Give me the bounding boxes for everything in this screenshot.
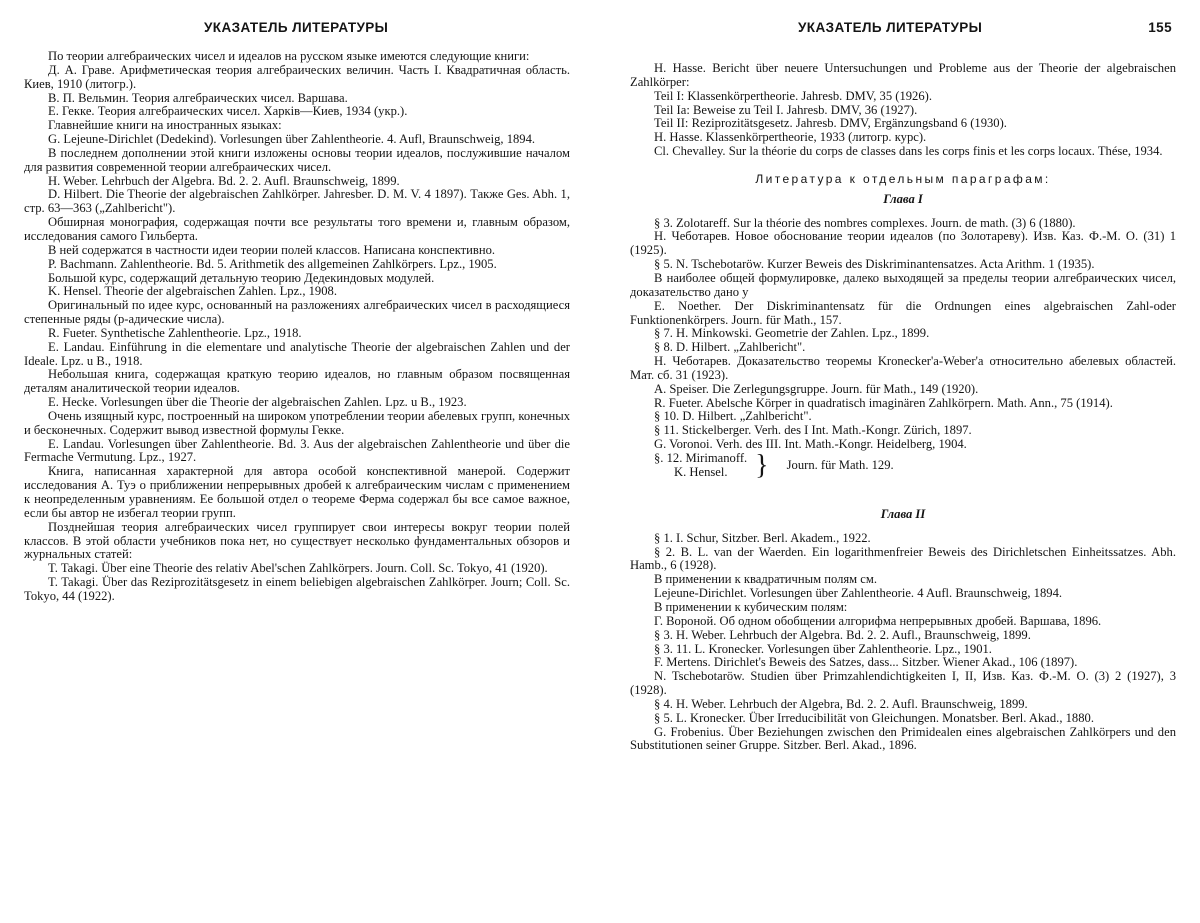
paragraph: В последнем дополнении этой книги изложены основы теории идеалов, послужившие началом для развития современной теории алгебраических чисел. bbox=[24, 145, 570, 174]
running-header bbox=[630, 20, 1176, 40]
paragraph: Большой курс, содержащий детальную теорию Дедекиндовых модулей. bbox=[48, 270, 435, 285]
reference: § 7. H. Minkowski. Geometrie der Zahlen. Lpz., 1899. bbox=[654, 326, 930, 341]
paragraph: По теории алгебраических чисел и идеалов на русском языке имеются следующие книги: bbox=[48, 49, 530, 63]
left-page-text bbox=[24, 50, 570, 604]
grouped-author: §. 12. Mirimanoff. bbox=[654, 451, 748, 466]
reference: A. Speiser. Die Zerlegungsgruppe. Journ. für Math., 149 (1920). bbox=[654, 381, 979, 396]
reference: H. Hasse. Klassenkörpertheorie, 1933 (литогр. курс). bbox=[654, 130, 927, 145]
grouped-authors bbox=[654, 452, 747, 480]
reference: Г. Вороной. Об одном обобщении алгорифма непрерывных дробей. Варшава, 1896. bbox=[654, 613, 1102, 628]
grouped-source: Journ. für Math. 129. bbox=[786, 458, 894, 473]
paragraph: Небольшая книга, содержащая краткую теорию идеалов, но главным образом посвященная деталям аналитической теории идеалов. bbox=[24, 367, 570, 396]
reference: Teil I: Klassenkörpertheorie. Jahresb. DMV, 35 (1926). bbox=[654, 88, 932, 103]
paragraph: В применении к кубическим полям: bbox=[654, 600, 848, 614]
reference: G. Lejeune-Dirichlet (Dedekind). Vorlesungen über Zahlentheorie. 4. Aufl, Braunschweig, 1894. bbox=[48, 132, 536, 147]
right-page-text bbox=[630, 62, 1176, 753]
reference: Lejeune-Dirichlet. Vorlesungen über Zahlentheorie. 4 Aufl. Braunschweig, 1894. bbox=[654, 586, 1063, 601]
reference: § 3. H. Weber. Lehrbuch der Algebra. Bd. 2. 2. Aufl., Braunschweig, 1899. bbox=[654, 627, 1031, 642]
grouped-author: K. Hensel. bbox=[674, 464, 728, 479]
paragraph: В наиболее общей формулировке, далеко выходящей за пределы теории алгебраических чисел, доказательство дано у bbox=[630, 270, 1176, 299]
grouped-reference bbox=[654, 449, 1176, 481]
reference: Е. Гекке. Теория алгебраических чисел. Харкiв—Киев, 1934 (укр.). bbox=[48, 104, 408, 119]
paragraph: Позднейшая теория алгебраических чисел группирует свои интересы вокруг теории полей классов. В этой области учебников пока нет, но существует несколько фундаментальных обзоров и журнальных статей: bbox=[24, 519, 570, 562]
reference: В. П. Вельмин. Теория алгебраических чисел. Варшава. bbox=[48, 90, 348, 105]
reference: R. Fueter. Abelsche Körper in quadratisch imaginären Zahlkörpern. Math. Ann., 75 (1914). bbox=[654, 395, 1113, 410]
chapter-heading: Глава I bbox=[883, 191, 923, 206]
reference: § 5. L. Kronecker. Über Irreducibilität von Gleichungen. Monatsber. Berl. Akad., 1880. bbox=[654, 710, 1094, 725]
reference: G. Frobenius. Über Beziehungen zwischen den Primidealen eines algebraischen Zahlkörpers und den Substitutionen seiner Gruppe. Sitzber. Berl. Akad., 1896. bbox=[630, 724, 1176, 753]
paragraph: Книга, написанная характерной для автора особой конспективной манерой. Содержит исследования А. Туэ о приближении непрерывных дробей к алгебраическим числам с применением к неопределенным уравнениям. Ее большой отдел о теореме Ферма содержал бы все самое важное, если бы автор не избегал теории групп. bbox=[24, 464, 570, 520]
paragraph: В применении к квадратичным полям см. bbox=[654, 572, 877, 587]
reference: Teil II: Reziprozitätsgesetz. Jahresb. DMV, Ergänzungsband 6 (1930). bbox=[654, 116, 1007, 131]
running-header bbox=[24, 20, 570, 40]
reference: T. Takagi. Über eine Theorie des relativ Abel'schen Zahlkörpers. Journ. Coll. Sc. Tokyo, 41 (1920). bbox=[48, 561, 548, 576]
running-title: УКАЗАТЕЛЬ ЛИТЕРАТУРЫ bbox=[798, 20, 983, 35]
section-heading: Литература к отдельным параграфам: bbox=[755, 171, 1051, 186]
reference: § 8. D. Hilbert. „Zahlbericht". bbox=[654, 340, 806, 355]
reference: E. Landau. Vorlesungen über Zahlentheorie. Bd. 3. Aus der algebraischen Zahlentheorie und über die Fermache Vermutung. Lpz., 1927. bbox=[24, 436, 570, 465]
reference: E. Hecke. Vorlesungen über die Theorie der algebraischen Zahlen. Lpz. u B., 1923. bbox=[48, 395, 467, 410]
paragraph: Обширная монография, содержащая почти все результаты того времени и, главным образом, исследования самого Гильберта. bbox=[24, 215, 570, 243]
reference: Д. А. Граве. Арифметическая теория алгебраических величин. Часть I. Квадратичная область. Киев, 1910 (литогр.). bbox=[24, 62, 570, 91]
reference: D. Hilbert. Die Theorie der algebraischen Zahlkörper. Jahresber. D. M. V. 4 1897). Также Ges. Abh. 1, стр. 63—363 („Zahlbericht"). bbox=[24, 187, 570, 216]
reference: T. Takagi. Über das Reziprozitätsgesetz in einem beliebigen algebraischen Zahlkörper. Journ; Coll. Sc. Tokyo, 44 (1922). bbox=[24, 575, 570, 603]
paragraph: В ней содержатся в частности идеи теории полей классов. Написана конспективно. bbox=[48, 242, 496, 257]
paragraph: Оригинальный по идее курс, основанный на разложениях алгебраических чисел в расходящиеся степенные ряды (p-адические числа). bbox=[24, 298, 570, 327]
page-number: 155 bbox=[1148, 20, 1172, 35]
brace-symbol: } bbox=[755, 449, 769, 481]
left-page bbox=[24, 0, 570, 923]
reference: Teil Ia: Beweise zu Teil I. Jahresb. DMV, 36 (1927). bbox=[654, 102, 918, 117]
reference: Н. Чеботарев. Новое обоснование теории идеалов (по Золотареву). Изв. Каз. Ф.-М. О. (31) 1 (1925). bbox=[630, 229, 1176, 258]
running-title: УКАЗАТЕЛЬ ЛИТЕРАТУРЫ bbox=[204, 20, 389, 35]
spacer bbox=[630, 480, 1176, 502]
reference: H. Weber. Lehrbuch der Algebra. Bd. 2. 2. Aufl. Braunschweig, 1899. bbox=[48, 173, 400, 188]
reference: § 3. 11. L. Kronecker. Vorlesungen über Zahlentheorie. Lpz., 1901. bbox=[654, 641, 992, 656]
paragraph: Очень изящный курс, построенный на широком употреблении теории абелевых групп, конечных и бесконечных. Содержит вывод известной формулы Гекке. bbox=[24, 408, 570, 437]
reference: § 4. H. Weber. Lehrbuch der Algebra, Bd. 2. 2. Aufl. Braunschweig, 1899. bbox=[654, 696, 1028, 711]
reference: § 11. Stickelberger. Verh. des I Int. Math.-Kongr. Zürich, 1897. bbox=[654, 423, 972, 438]
reference: § 2. B. L. van der Waerden. Ein logarithmenfreier Beweis des Dirichletschen Einheitssatzes. Abh. Hamb., 6 (1928). bbox=[630, 544, 1176, 573]
reference: Н. Чеботарев. Доказательство теоремы Kronecker'a-Weber'a относительно абелевых областей. Мат. сб. 31 (1923). bbox=[630, 354, 1176, 382]
reference: P. Bachmann. Zahlentheorie. Bd. 5. Arithmetik des allgemeinen Zahlkörpers. Lpz., 1905. bbox=[48, 256, 497, 271]
reference: § 5. N. Tschebotaröw. Kurzer Beweis des Diskriminantensatzes. Acta Arithm. 1 (1935). bbox=[654, 257, 1095, 272]
reference: E. Landau. Einführung in die elementare und analytische Theorie der algebraischen Zahlen und der Ideale. Lpz. u B., 1918. bbox=[24, 339, 570, 368]
reference: § 10. D. Hilbert. „Zahlbericht". bbox=[654, 409, 812, 424]
reference: R. Fueter. Synthetische Zahlentheorie. Lpz., 1918. bbox=[48, 325, 302, 340]
chapter-heading: Глава II bbox=[880, 506, 926, 521]
reference: E. Noether. Der Diskriminantensatz für die Ordnungen eines algebraischen Zahl-oder Funktionenkörpers. Journ. für Math., 157. bbox=[630, 298, 1176, 327]
reference: G. Voronoi. Verh. des III. Int. Math.-Kongr. Heidelberg, 1904. bbox=[654, 437, 967, 452]
right-page bbox=[630, 0, 1176, 923]
reference: § 3. Zolotareff. Sur la théorie des nombres complexes. Journ. de math. (3) 6 (1880). bbox=[654, 215, 1076, 230]
reference: § 1. I. Schur, Sitzber. Berl. Akadem., 1922. bbox=[654, 530, 871, 545]
reference: Cl. Chevalley. Sur la théorie du corps de classes dans les corps finis et les corps locaux. Thése, 1934. bbox=[654, 144, 1163, 159]
reference: F. Mertens. Dirichlet's Beweis des Satzes, dass... Sitzber. Wiener Akad., 106 (1897). bbox=[654, 655, 1078, 670]
paragraph: Главнейшие книги на иностранных языках: bbox=[48, 118, 282, 133]
reference: H. Hasse. Bericht über neuere Untersuchungen und Probleme aus der Theorie der algebraischen Zahlkörper: bbox=[630, 61, 1176, 89]
reference: K. Hensel. Theorie der algebraischen Zahlen. Lpz., 1908. bbox=[48, 284, 337, 299]
reference: N. Tschebotaröw. Studien über Primzahlendichtigkeiten I, II, Изв. Каз. Ф.-М. О. (3) 2 (1927), 3 (1928). bbox=[630, 669, 1176, 698]
